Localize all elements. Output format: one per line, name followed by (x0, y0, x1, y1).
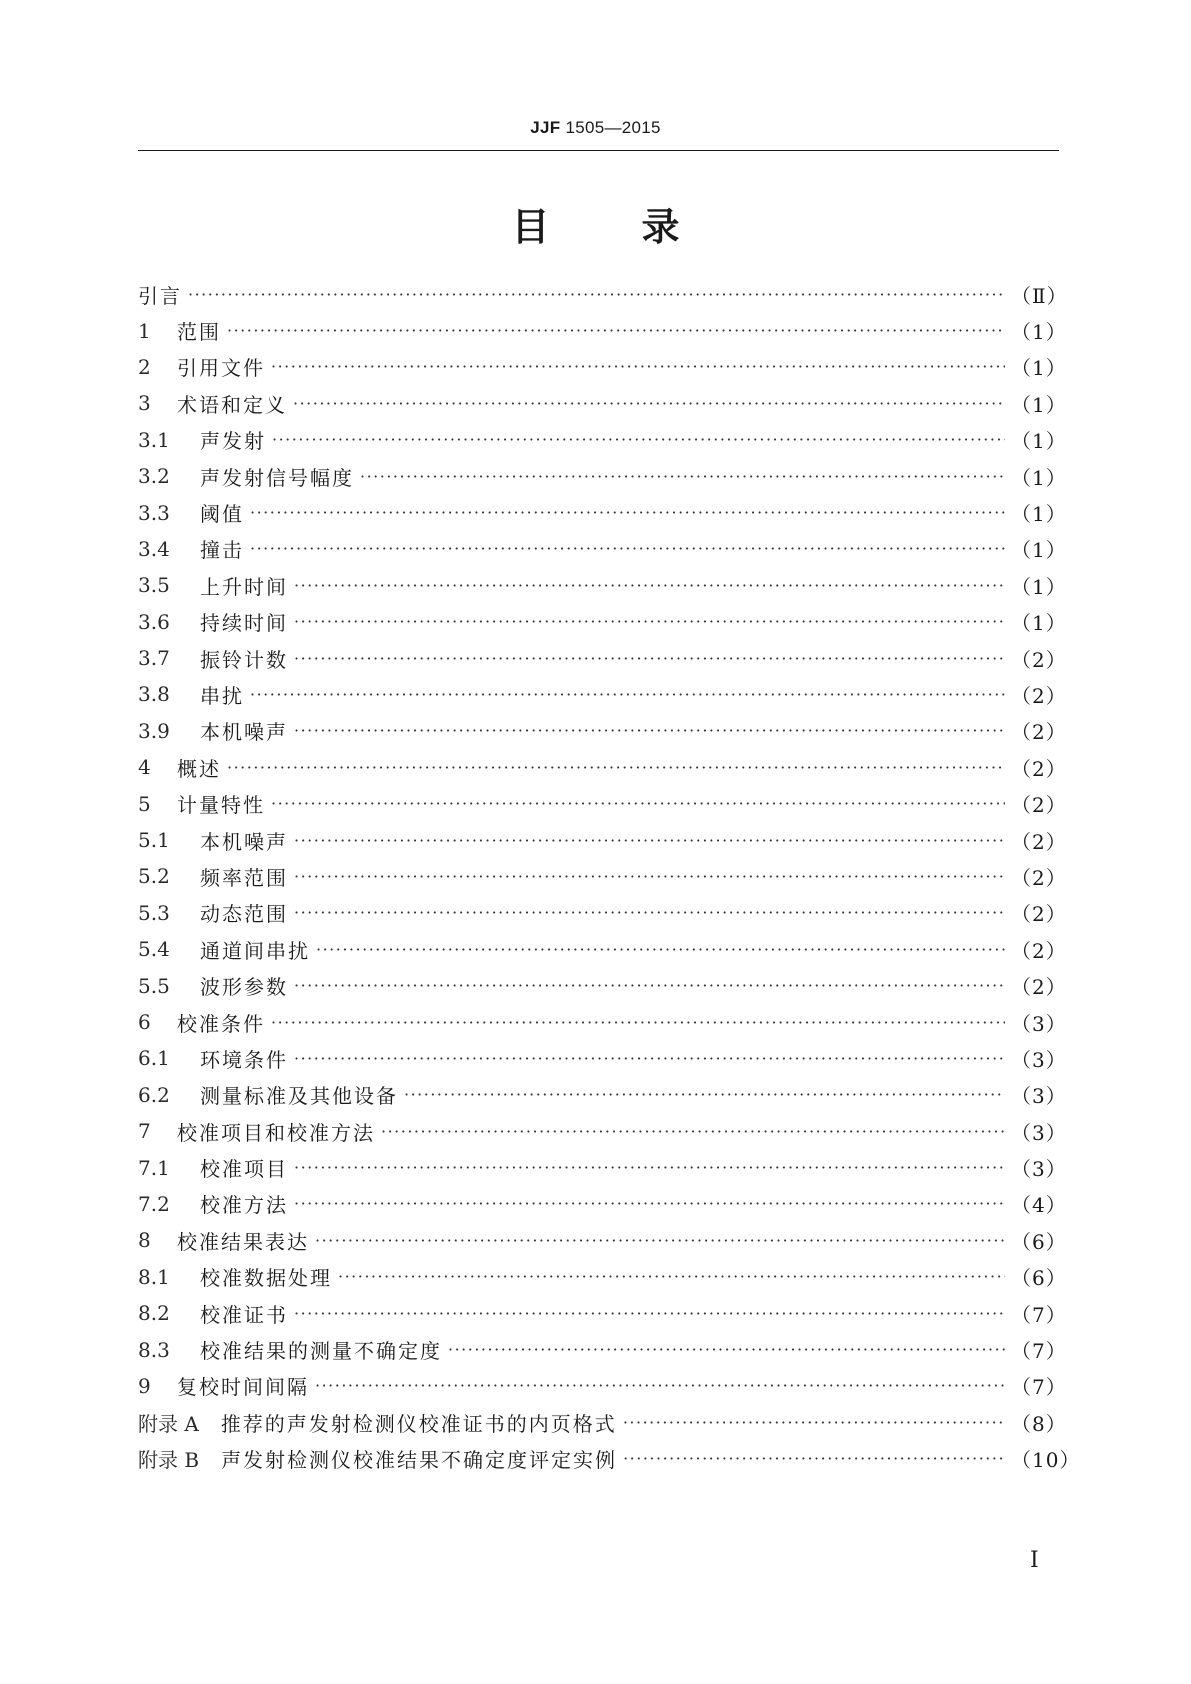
toc-entry[interactable] (138, 931, 1067, 967)
toc-leader-dots (315, 1376, 1005, 1395)
toc-entry-label: 阈值 (200, 502, 244, 527)
toc-leader-dots (294, 576, 1005, 595)
toc-entry[interactable] (138, 1259, 1067, 1295)
toc-entry-number: 2 (138, 354, 151, 379)
toc-entry-label: 声发射信号幅度 (200, 465, 354, 490)
header-rule (138, 150, 1059, 151)
toc-entry[interactable] (138, 1331, 1067, 1367)
toc-entry[interactable] (138, 1004, 1067, 1040)
toc-entry-page: （1） (1011, 320, 1067, 345)
toc-entry-number: 5.2 (138, 864, 170, 889)
toc-entry-label: 动态范围 (200, 902, 288, 927)
toc-entry-number: 3.8 (138, 682, 170, 707)
toc-entry[interactable] (138, 822, 1067, 858)
toc-leader-dots (294, 1049, 1005, 1068)
toc-entry-label: 本机噪声 (200, 829, 288, 854)
toc-entry-page: （3） (1011, 1047, 1067, 1072)
toc-entry[interactable] (138, 312, 1067, 348)
toc-leader-dots (250, 503, 1005, 522)
toc-entry-label: 频率范围 (200, 865, 288, 890)
title-char-1: 目 (511, 205, 550, 249)
toc-entry-page: （2） (1011, 720, 1067, 745)
toc-entry[interactable] (138, 349, 1067, 385)
toc-entry-label: 本机噪声 (200, 720, 288, 745)
toc-entry-label: 串扰 (200, 683, 244, 708)
toc-entry-page: （10） (1011, 1448, 1081, 1473)
toc-entry-label: 引言 (138, 283, 182, 308)
toc-entry-page: （1） (1011, 429, 1067, 454)
toc-leader-dots (294, 903, 1005, 922)
toc-leader-dots (316, 940, 1005, 959)
toc-leader-dots (404, 1085, 1005, 1104)
toc-entry-label: 振铃计数 (200, 647, 288, 672)
page-title (0, 196, 1191, 251)
toc-entry[interactable] (138, 1040, 1067, 1076)
toc-entry-page: （1） (1011, 356, 1067, 381)
toc-entry-page: （3） (1011, 1011, 1067, 1036)
toc-entry-label: 校准结果表达 (177, 1229, 309, 1254)
toc-entry-label: 通道间串扰 (200, 938, 310, 963)
toc-leader-dots (250, 539, 1005, 558)
toc-entry[interactable] (138, 1295, 1067, 1331)
toc-leader-dots (294, 721, 1005, 740)
toc-entry-label: 校准结果的测量不确定度 (200, 1339, 442, 1364)
toc-leader-dots (188, 285, 1005, 304)
toc-entry-label: 校准条件 (177, 1011, 265, 1036)
toc-entry-number: 3.9 (138, 718, 170, 743)
toc-leader-dots (271, 357, 1005, 376)
toc-entry[interactable] (138, 385, 1067, 421)
toc-leader-dots (272, 430, 1005, 449)
toc-entry[interactable] (138, 604, 1067, 640)
toc-entry-number: 8 (138, 1228, 151, 1253)
toc-entry-page: （6） (1011, 1266, 1067, 1291)
toc-entry-page: （2） (1011, 975, 1067, 1000)
toc-entry-number: 附录 A (138, 1411, 199, 1436)
toc-leader-dots (227, 321, 1005, 340)
toc-entry-number: 5 (138, 791, 151, 816)
toc-entry-label: 校准方法 (200, 1193, 288, 1218)
toc-entry-number: 8.1 (138, 1264, 170, 1289)
toc-entry-label: 校准数据处理 (200, 1266, 332, 1291)
toc-entry-number: 3.6 (138, 609, 170, 634)
toc-leader-dots (227, 758, 1005, 777)
toc-entry-number: 1 (138, 318, 151, 343)
toc-entry-number: 7.1 (138, 1155, 170, 1180)
toc-entry-page: （8） (1011, 1411, 1067, 1436)
toc-entry-page: （3） (1011, 1157, 1067, 1182)
toc-entry-page: （Ⅱ） (1011, 283, 1068, 308)
toc-entry-number: 6 (138, 1010, 151, 1034)
toc-entry-label: 校准证书 (200, 1302, 288, 1327)
toc-entry-number: 7 (138, 1119, 151, 1144)
toc-entry-number: 6.2 (138, 1082, 170, 1107)
toc-entry-number: 5.5 (138, 973, 170, 998)
toc-entry-number: 8.3 (138, 1337, 170, 1362)
toc-leader-dots (338, 1267, 1005, 1286)
toc-entry-page: （4） (1011, 1193, 1067, 1218)
toc-entry[interactable] (138, 895, 1067, 931)
toc-entry-number: 8.2 (138, 1301, 170, 1326)
toc-entry-page: （7） (1011, 1339, 1067, 1364)
toc-entry[interactable] (138, 422, 1067, 458)
toc-entry-number: 6.1 (138, 1046, 170, 1071)
toc-leader-dots (293, 394, 1005, 413)
toc-entry-number: 3.1 (138, 427, 170, 452)
toc-entry[interactable] (138, 713, 1067, 749)
toc-entry-label: 术语和定义 (177, 392, 287, 417)
toc-entry-page: （2） (1011, 756, 1067, 781)
toc-entry-page: （2） (1011, 829, 1067, 854)
toc-leader-dots (271, 1013, 1005, 1032)
toc-entry-page: （2） (1011, 938, 1067, 963)
toc-entry-page: （1） (1011, 538, 1067, 563)
toc-entry-number: 7.2 (138, 1191, 170, 1216)
toc-entry-label: 声发射检测仪校准结果不确定度评定实例 (221, 1448, 618, 1473)
toc-entry-label: 计量特性 (177, 793, 265, 818)
toc-entry-page: （3） (1011, 1084, 1067, 1109)
toc-entry[interactable] (138, 1441, 1081, 1477)
toc-entry-number: 4 (138, 755, 151, 780)
title-char-2: 录 (641, 205, 680, 249)
toc-entry-number: 3.4 (138, 536, 170, 561)
toc-entry-page: （2） (1011, 865, 1067, 890)
toc-entry-number: 3.7 (138, 646, 170, 671)
toc-entry-number: 3.5 (138, 573, 170, 598)
toc-entry-number: 5.3 (138, 900, 170, 925)
toc-leader-dots (623, 1449, 1005, 1468)
toc-entry[interactable] (138, 1186, 1067, 1222)
toc-entry[interactable] (138, 276, 1068, 312)
toc-leader-dots (294, 831, 1005, 850)
toc-entry[interactable] (138, 858, 1067, 894)
toc-entry-page: （1） (1011, 574, 1067, 599)
toc-entry-number: 5.4 (138, 937, 170, 962)
toc-leader-dots (294, 976, 1005, 995)
toc-leader-dots (294, 1304, 1005, 1323)
toc-entry-label: 校准项目 (200, 1157, 288, 1182)
toc-entry[interactable] (138, 967, 1067, 1003)
toc-entry-label: 范围 (177, 320, 221, 345)
toc-leader-dots (294, 649, 1005, 668)
toc-entry-label: 测量标准及其他设备 (200, 1084, 398, 1109)
toc-entry-page: （7） (1011, 1375, 1067, 1400)
toc-entry[interactable] (138, 458, 1067, 494)
toc-leader-dots (271, 794, 1005, 813)
standard-number: 1505—2015 (565, 118, 661, 137)
toc-leader-dots (448, 1340, 1005, 1359)
toc-entry-label: 引用文件 (177, 356, 265, 381)
toc-entry-label: 推荐的声发射检测仪校准证书的内页格式 (220, 1411, 617, 1436)
toc-entry[interactable] (138, 640, 1067, 676)
toc-entry[interactable] (138, 1149, 1067, 1185)
toc-entry-number: 3 (138, 391, 151, 416)
document-code-header (0, 118, 1191, 138)
toc-leader-dots (381, 1122, 1005, 1141)
toc-entry-page: （2） (1011, 793, 1067, 818)
toc-entry[interactable] (138, 1222, 1067, 1258)
toc-entry-label: 校准项目和校准方法 (177, 1120, 375, 1145)
toc-entry-page: （1） (1011, 502, 1067, 527)
toc-entry-label: 持续时间 (200, 611, 288, 636)
toc-leader-dots (294, 1194, 1005, 1213)
toc-entry-page: （6） (1011, 1229, 1067, 1254)
toc-entry-label: 复校时间间隔 (177, 1375, 309, 1400)
toc-entry-label: 撞击 (200, 538, 244, 563)
toc-entry[interactable] (138, 676, 1067, 712)
toc-leader-dots (294, 867, 1005, 886)
toc-entry[interactable] (138, 1113, 1067, 1149)
toc-entry[interactable] (138, 494, 1067, 530)
toc-entry-page: （2） (1011, 902, 1067, 927)
toc-entry[interactable] (138, 749, 1067, 785)
toc-entry-number: 3.3 (138, 500, 170, 525)
toc-entry-label: 波形参数 (200, 975, 288, 1000)
toc-leader-dots (294, 1158, 1005, 1177)
toc-entry-number: 5.1 (138, 828, 170, 853)
toc-entry-label: 概述 (177, 756, 221, 781)
toc-entry-label: 上升时间 (200, 574, 288, 599)
toc-entry-page: （3） (1011, 1120, 1067, 1145)
toc-entry-page: （1） (1011, 465, 1067, 490)
toc-entry-label: 声发射 (200, 429, 266, 454)
page-number: Ⅰ (1030, 1548, 1039, 1573)
toc-entry[interactable] (138, 531, 1067, 567)
toc-leader-dots (250, 685, 1005, 704)
toc-entry-page: （1） (1011, 611, 1067, 636)
toc-leader-dots (294, 612, 1005, 631)
toc-entry-page: （1） (1011, 392, 1067, 417)
toc-leader-dots (623, 1413, 1005, 1432)
toc-leader-dots (315, 1231, 1005, 1250)
toc-entry-page: （2） (1011, 683, 1067, 708)
toc-entry-number: 附录 B (138, 1448, 200, 1473)
toc-entry[interactable] (138, 1404, 1067, 1440)
toc-entry[interactable] (138, 1368, 1067, 1404)
toc-entry[interactable] (138, 567, 1067, 603)
toc-entry-number: 9 (138, 1373, 151, 1398)
toc-entry-number: 3.2 (138, 464, 170, 489)
toc-entry-page: （7） (1011, 1302, 1067, 1327)
toc-entry-page: （2） (1011, 647, 1067, 672)
toc-entry[interactable] (138, 785, 1067, 821)
table-of-contents (138, 276, 1081, 1477)
standard-prefix: JJF (530, 118, 561, 137)
toc-entry-label: 环境条件 (200, 1047, 288, 1072)
toc-leader-dots (360, 467, 1005, 486)
toc-entry[interactable] (138, 1077, 1067, 1113)
